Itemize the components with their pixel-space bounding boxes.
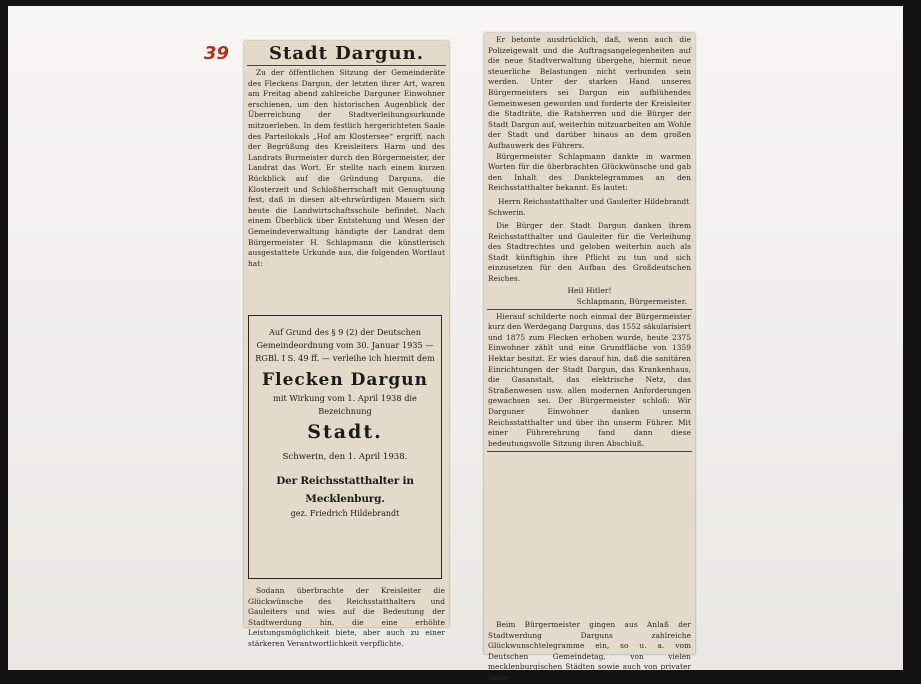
decree-effect: mit Wirkung vom 1. April 1938 die Bezeichnung [273, 392, 417, 416]
closing-block [484, 620, 695, 684]
telegram-signoff: Schlapmann, Bürgermeister. [576, 296, 687, 306]
decree-box [248, 315, 442, 579]
telegram-text: Die Bürger der Stadt Dargun danken ihrem Reichsstatthalter und Gauleiter für die Verleihung des Stadtrechtes und geloben weiterhin auch als Stadt künftighin ihre Pflicht zu tun und sich einzusetzen für den Aufbau des Großdeutschen Reiches. [488, 221, 691, 284]
paragraph-4: Beim Bürgermeister gingen aus Anlaß der Stadtwerdung Darguns zahlreiche Glückwunschtelegramme ein, so u. a. vom Deutschen Gemeindetag, von vielen mecklenburgischen Städten sowie auch von privater Seite. [488, 620, 691, 682]
newspaper-clipping-left [244, 41, 449, 648]
article-closing-block [244, 586, 449, 650]
divider [247, 65, 446, 66]
telegram-address: Herrn Reichsstatthalter und Gauleiter Hildebrandt Schwerin. [488, 196, 690, 217]
article-closing: Sodann überbrachte der Kreisleiter die Glückwünsche des Reichsstatthalters und Gauleiters und wies auf die Bedeutung der Stadtwerdung hin, die eine erhöhte Leistungsmöglichkeit biete, aber auch zu einer stärkeren Verantwortlichkeit verpflichte. [248, 586, 445, 648]
album-page [8, 6, 903, 682]
decree-issuer: Der Reichsstatthalter in Mecklenburg. [276, 474, 414, 505]
newspaper-clipping-right [484, 33, 695, 682]
page-number: 39 [204, 43, 230, 64]
paragraph-2: Bürgermeister Schlapmann dankte in warmen Worten für die überbrachten Glückwünsche und gab den Inhalt des Danktelegrammes an den Reichsstatthalter bekannt. Es lautet: [488, 151, 691, 193]
divider [487, 309, 692, 310]
decree-signature: gez. Friedrich Hildebrandt [290, 508, 400, 518]
decree-date: Schwerin, den 1. April 1938. [282, 451, 408, 462]
decree-body: Auf Grund des § 9 (2) der Deutschen Gemeindeordnung vom 30. Januar 1935 — RGBl. I S. 49 ff. — verleihe ich hiermit dem [255, 327, 435, 364]
divider [487, 451, 692, 452]
decree-recipient: Flecken Dargun [262, 369, 428, 390]
article-intro: Zu der öffentlichen Sitzung der Gemeinderäte des Fleckens Dargun, der letzten ihrer Art, waren am Freitag abend zahlreiche Darguner Einwohner erschienen, um den historischen Augenblick der Überreichung der Stadtverleihungsurkunde mitzuerleben. In dem festlich hergerichteten Saale des Parteilokals „Hof am Klostersee“ ergriff, nach der Begrüßung des Kreisleiters Harm und des Landrats Burmeister durch den Bürgermeister, der Landrat das Wort. Er stellte nach einem kurzen Rückblick auf die Gründung Darguns, die Klosterzeit und Schloßherrschaft mit Genugtuung fest, daß in diesen alt-ehrwürdigen Mauern sich heute die Landwirtschaftsschule befindet. Nach einem Überblick über Entstehung und Wesen der Gemeindeverwaltung händigte der Landrat dem Bürgermeister H. Schlapmann die künstlerisch ausgestattete Urkunde aus, die folgenden Wortlaut hat: [248, 68, 445, 268]
paragraph-3: Hierauf schilderte noch einmal der Bürgermeister kurz den Werdegang Darguns, das 1552 säkularisiert und 1875 zum Flecken erhoben wurde, heute 2375 Einwohner zählt und eine Grundfläche von 1359 Hektar besitzt. Er wies darauf hin, daß die sanitären Einrichtungen der Stadt Dargun, das Krankenhaus, die Gasanstalt, das elektrische Netz, das Straßenwesen usw. allen modernen Anforderungen gewachsen sei. Der Bürgermeister schloß: Wir Darguner Einwohner danken unserm Reichsstatthalter und über ihn unserm Führer. Mit einer Führerehrung fand dann diese bedeutungsvolle Sitzung ihren Abschluß. [488, 311, 691, 448]
decree-title: Stadt. [307, 420, 383, 443]
paragraph-1: Er betonte ausdrücklich, daß, wenn auch die Polizeigewalt und die Auftragsangelegenheiten auf die neue Stadtverwaltung übergehe, hiermit neue steuerliche Belastungen nicht verbunden sein werden. Unter der starken Hand unseres Bürgermeisters sei Dargun ein aufblühendes Gemeinwesen geworden und forderte der Kreisleiter die Stadträte, die Ratsherren und die Bürger der Stadt Dargun auf, weiterhin mitzuarbeiten am Wohle der Stadt und darüber hinaus an dem großen Aufbauwerk des Führers. [488, 35, 691, 150]
headline: Stadt Dargun. [269, 43, 424, 64]
telegram-greeting: Heil Hitler! [567, 285, 612, 295]
